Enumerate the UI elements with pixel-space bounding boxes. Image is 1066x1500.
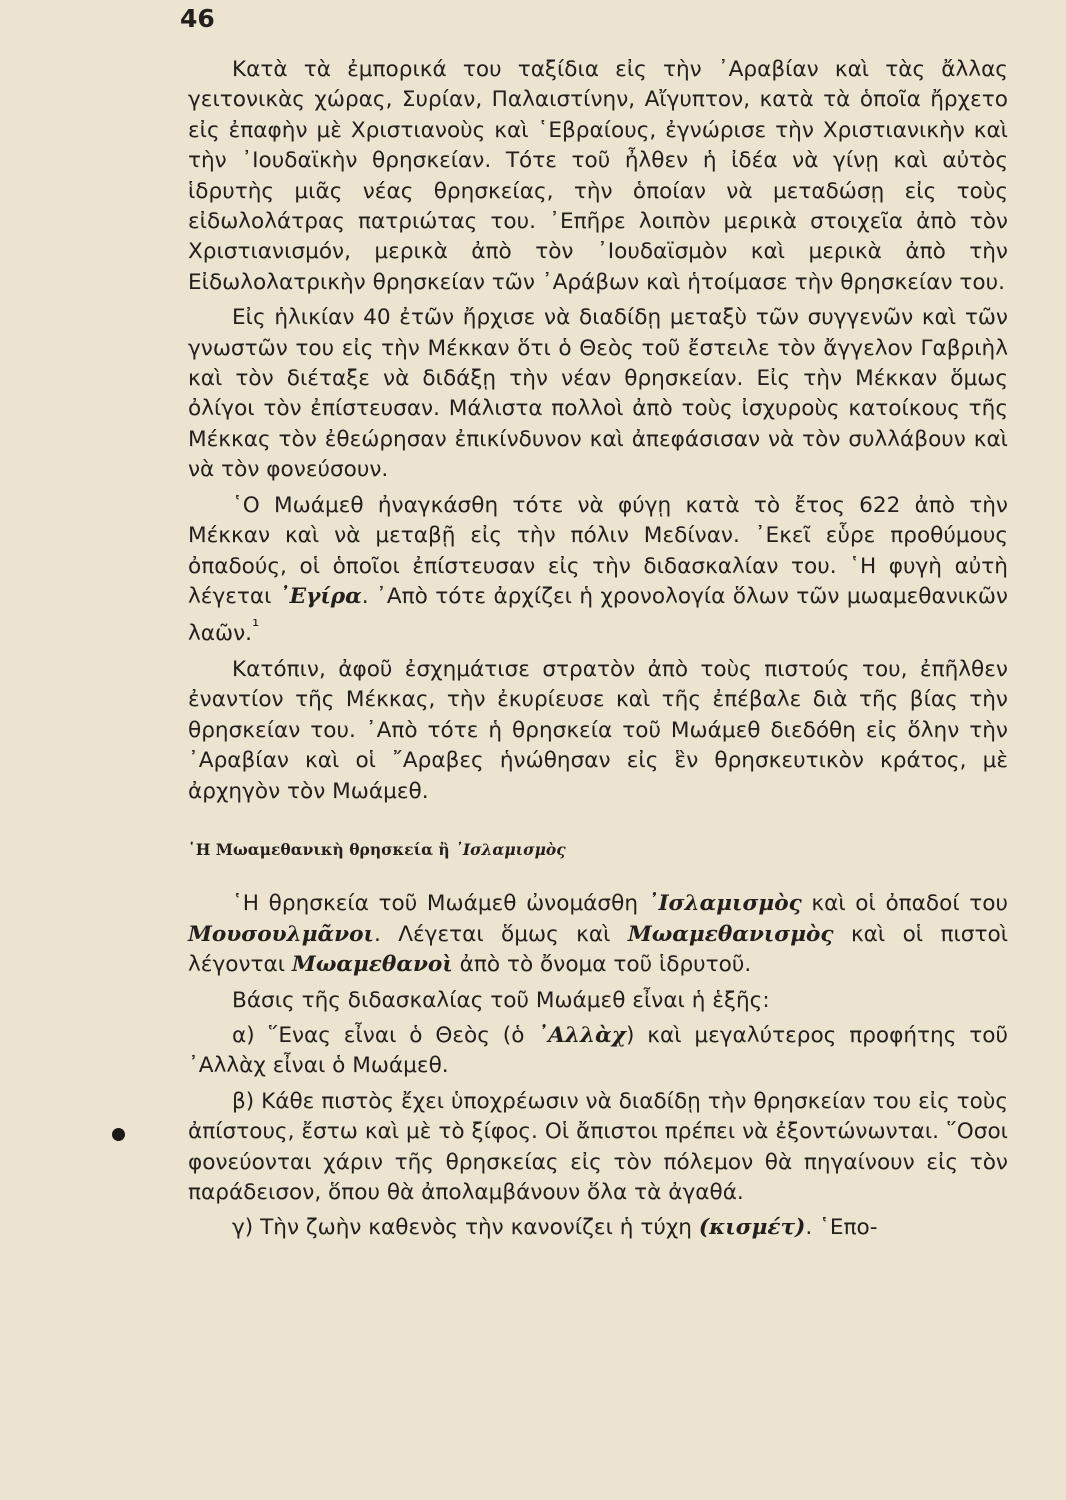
section-heading-term: ᾿Ισλαμισμὸς [455,839,566,859]
term-allah: ᾿Αλλὰχ [537,1022,626,1048]
list-item-c [188,1213,1008,1243]
section-heading [188,835,1008,865]
names-text-c: . Λέγεται ὅμως καὶ [374,921,611,947]
section-heading-text: ῾Η Μωαμεθανικὴ θρησκεία ἢ [188,839,456,859]
term-islam: ᾿Ισλαμισμὸς [647,891,802,917]
list-item-a [188,1021,1008,1082]
item-c-text-1: γ) Τὴν ζωὴν καθενὸς τὴν κανονίζει ἡ τύχη [232,1215,692,1241]
paragraph-hegira [188,491,1008,650]
item-c-text-2: . ῾Επο- [805,1215,878,1241]
term-mohammedanism: Μωαμεθανισμὸς [627,921,834,947]
list-item-b: β) Κάθε πιστὸς ἔχει ὑποχρέωσιν νὰ διαδίδῃ τὴν θρησκείαν του εἰς τοὺς ἀπίστους, ἔστω καὶ μὲ τὸ ξίφος. Οἱ ἄπιστοι πρέπει νὰ ἐξοντώνωνται. ῞Οσοι φονεύονται χάριν τῆς θρησκείας εἰς τὸν πόλεμον θὰ πηγαίνουν εἰς τὸν παράδεισον, ὅπου θὰ ἀπολαμβάνουν ὅλα τὰ ἀγαθά. [188,1088,1008,1205]
names-text-e: ἀπὸ τὸ ὄνομα τοῦ ἱδρυτοῦ. [459,952,752,978]
paragraph-conquest-mecca: Κατόπιν, ἀφοῦ ἐσχημάτισε στρατὸν ἀπὸ τοὺς πιστούς του, ἐπῆλθεν ἐναντίον τῆς Μέκκας, τὴν ἐκυρίευσε καὶ τῆς ἐπέβαλε διὰ τῆς βίας τὴν θρησκείαν του. ᾿Απὸ τότε ἡ θρησκεία τοῦ Μωάμεθ διεδόθη εἰς ὅλην τὴν ᾿Αραβίαν καὶ οἱ ῎Αραβες ἡνώθησαν εἰς ἓν θρησκευτικὸν κράτος, μὲ ἀρχηγὸν τὸν Μωάμεθ. [188,656,1008,804]
term-mohammedans: Μωαμεθανοὶ [291,952,453,978]
term-muslims: Μουσουλμᾶνοι [188,921,374,947]
hegira-text-b: . ᾿Απὸ τότε ἀρχίζει ἡ χρονολογία ὅλων τῶν μωαμεθανικῶν λαῶν. [188,583,1008,647]
paragraph-basis: Βάσις τῆς διδασκαλίας τοῦ Μωάμεθ εἶναι ἡ ἑξῆς: [232,987,770,1013]
paragraph-trade-journeys: Κατὰ τὰ ἐμπορικά του ταξίδια εἰς τὴν ᾿Αραβίαν καὶ τὰς ἄλλας γειτονικὰς χώρας, Συρίαν, Παλαιστίνην, Αἴγυπτον, κατὰ τὰ ὁποῖα ἤρχετο εἰς ἐπαφὴν μὲ Χριστιανοὺς καὶ ῾Εβραίους, ἐγνώρισε τὴν Χριστιανικὴν καὶ τὴν ᾿Ιουδαϊκὴν θρησκείαν. Τότε τοῦ ἦλθεν ἡ ἰδέα νὰ γίνῃ καὶ αὐτὸς ἱδρυτὴς μιᾶς νέας θρησκείας, τὴν ὁποίαν νὰ μεταδώσῃ εἰς τοὺς εἰδωλολάτρας πατριώτας του. ᾿Επῆρε λοιπὸν μερικὰ στοιχεῖα ἀπὸ τὸν Χριστιανισμόν, μερικὰ ἀπὸ τὸν ᾿Ιουδαϊσμὸν καὶ μερικὰ ἀπὸ τὴν Εἰδωλολατρικὴν θρησκείαν τῶν ᾿Αράβων καὶ ἡτοίμασε τὴν θρησκείαν του. [188,57,1008,295]
page-body [188,55,1008,1249]
item-a-text-2: ) καὶ μεγαλύτερος προφήτης τοῦ ᾿Αλλὰχ εἶναι ὁ Μωάμεθ. [188,1022,1008,1079]
paragraph-names [188,889,1008,980]
term-kismet: (κισμέτ) [698,1215,806,1241]
item-a-text-1: α) ῞Ενας εἶναι ὁ Θεὸς (ὁ [232,1022,525,1048]
margin-dot-mark [112,1128,125,1141]
footnote-marker: ¹ [252,616,260,638]
page-number: 46 [180,4,215,33]
names-text-d: καὶ οἱ πιστοὶ λέγονται [188,921,1009,978]
hegira-text-a: ῾Ο Μωάμεθ ἠναγκάσθη τότε νὰ φύγῃ κατὰ τὸ ἔτος 622 ἀπὸ τὴν Μέκκαν καὶ νὰ μεταβῇ εἰς τὴν πόλιν Μεδίναν. ᾿Εκεῖ εὗρε προθύμους ὀπαδούς, οἱ ὁποῖοι ἐπίστευσαν εἰς τὴν διδασκαλίαν του. ῾Η φυγὴ αὐτὴ λέγεται [188,492,1008,609]
names-text-a: ῾Η θρησκεία τοῦ Μωάμεθ ὠνομάσθη [232,891,638,917]
hegira-term: ᾿Εγίρα [278,583,362,609]
paragraph-age-forty: Εἰς ἡλικίαν 40 ἐτῶν ἤρχισε νὰ διαδίδῃ μεταξὺ τῶν συγγενῶν καὶ τῶν γνωστῶν του εἰς τὴν Μέκκαν ὅτι ὁ Θεὸς τοῦ ἔστειλε τὸν ἄγγελον Γαβριὴλ καὶ τὸν διέταξε νὰ διδάξῃ τὴν νέαν θρησκείαν. Εἰς τὴν Μέκκαν ὅμως ὀλίγοι τὸν ἐπίστευσαν. Μάλιστα πολλοὶ ἀπὸ τοὺς ἰσχυροὺς κατοίκους τῆς Μέκκας τὸν ἐθεώρησαν ἐπικίνδυνον καὶ ἀπεφάσισαν νὰ τὸν συλλάβουν καὶ νὰ τὸν φονεύσουν. [188,305,1008,483]
names-text-b: καὶ οἱ ὀπαδοί του [811,891,1008,917]
